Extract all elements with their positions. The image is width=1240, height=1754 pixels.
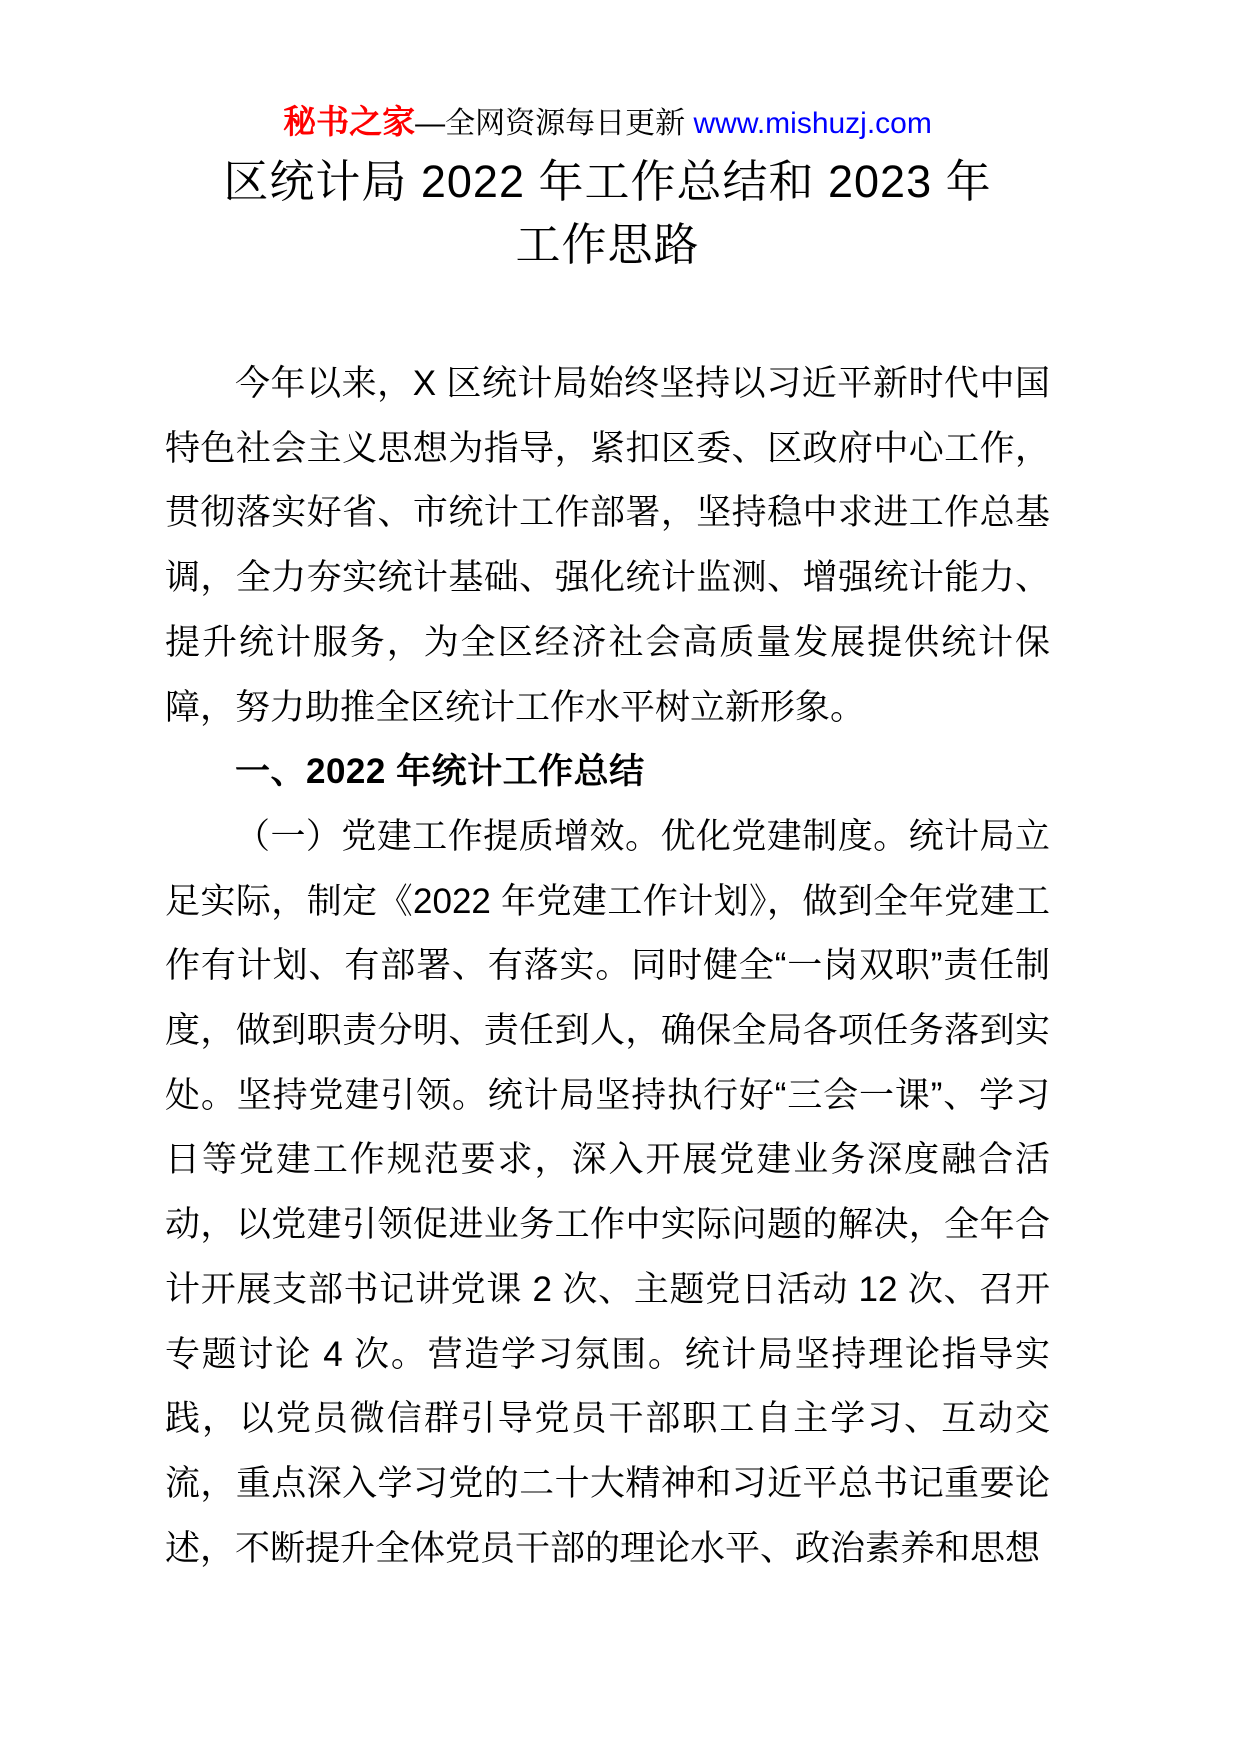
header-tagline: —全网资源每日更新 (415, 107, 694, 140)
document-title-line-1: 区统计局 2022 年工作总结和 2023 年 (223, 156, 992, 207)
section-heading-2022-summary: 一、2022 年统计工作总结 (235, 752, 645, 792)
document-title (120, 150, 1095, 276)
document-body (165, 352, 1050, 1581)
document-title-line-2: 工作思路 (515, 219, 700, 270)
document-header (165, 102, 1050, 144)
site-url-link[interactable]: www.mishuzj.com (693, 107, 932, 140)
paragraph-intro: 今年以来，X 区统计局始终坚持以习近平新时代中国特色社会主义思想为指导，紧扣区委、区政府中心工作，贯彻落实好省、市统计工作部署，坚持稳中求进工作总基调，全力夯实统计基础、强化统计监测、增强统计能力、提升统计服务，为全区经济社会高质量发展提供统计保障，努力助推全区统计工作水平树立新形象。 (165, 364, 1050, 727)
paragraph-party-building: （一）党建工作提质增效。优化党建制度。统计局立足实际，制定《2022 年党建工作计划》，做到全年党建工作有计划、有部署、有落实。同时健全“一岗双职”责任制度，做到职责分明、责任到人，确保全局各项任务落到实处。坚持党建引领。统计局坚持执行好“三会一课”、学习日等党建工作规范要求，深入开展党建业务深度融合活动，以党建引领促进业务工作中实际问题的解决，全年合计开展支部书记讲党课 2 次、主题党日活动 12 次、召开专题讨论 4 次。营造学习氛围。统计局坚持理论指导实践，以党员微信群引导党员干部职工自主学习、互动交流，重点深入学习党的二十大精神和习近平总书记重要论述，不断提升全体党员干部的理论水平、政治素养和思想 (165, 816, 1050, 1568)
site-brand: 秘书之家 (283, 103, 416, 140)
